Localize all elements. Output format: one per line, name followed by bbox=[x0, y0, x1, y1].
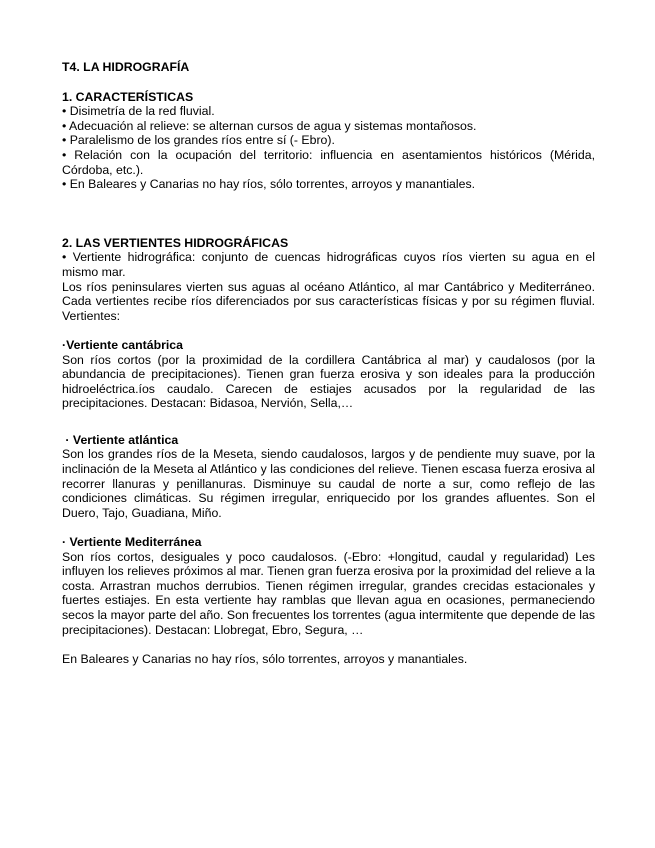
document-page bbox=[62, 60, 595, 666]
section-1-bullet-1: • Disimetría de la red fluvial. bbox=[62, 104, 215, 119]
section-2-heading: 2. LAS VERTIENTES HIDROGRÁFICAS bbox=[62, 235, 289, 250]
section-2-paragraph: Los ríos peninsulares vierten sus aguas al océano Atlántico, al mar Cantábrico y Mediterráneo. Cada vertientes recibe ríos diferenciados por sus características físicas y por su régimen fluvial. Vertientes: bbox=[62, 279, 595, 323]
spacer bbox=[62, 411, 595, 433]
cantabrica-heading: ·Vertiente cantábrica bbox=[62, 337, 183, 352]
atlantica-text: Son los grandes ríos de la Meseta, siendo caudalosos, largos y de pendiente muy suave, por la inclinación de la Meseta al Atlántico y las condiciones del relieve. Tienen escasa fuerza erosiva al recorrer llanuras y penillanuras. Disminuye su caudal de norte a sur, como reflejo de las condiciones climáticas. Su régimen irregular, enriquecido por los grandes afluentes. Son el Duero, Tajo, Guadiana, Miño. bbox=[62, 447, 595, 520]
section-1-bullet-4: • Relación con la ocupación del territorio: influencia en asentamientos históricos (Mérida, Córdoba, etc.). bbox=[62, 147, 595, 177]
section-1-heading: 1. CARACTERÍSTICAS bbox=[62, 89, 194, 104]
closing-text: En Baleares y Canarias no hay ríos, sólo torrentes, arroyos y manantiales. bbox=[62, 651, 468, 666]
document-title: T4. LA HIDROGRAFÍA bbox=[62, 60, 190, 74]
spacer bbox=[62, 323, 595, 338]
section-1-bullet-3: • Paralelismo de los grandes ríos entre sí (- Ebro). bbox=[62, 133, 335, 148]
mediterranea-text: Son ríos cortos, desiguales y poco caudalosos. (-Ebro: +longitud, caudal y regularidad) Les influyen los relieves próximos al mar. Tienen gran fuerza erosiva por la proximidad del relieve a la costa. Arrastran muchos derrubios. Tienen régimen irregular, grandes crecidas estacionales y fuertes estiajes. En esta vertiente hay ramblas que llevan agua en ocasiones, permaneciendo secos la mayor parte del año. Son frecuentes los torrentes (agua intermitente que depende de las precipitaciones). Destacan: Llobregat, Ebro, Segura, … bbox=[62, 549, 595, 637]
spacer bbox=[62, 192, 595, 236]
cantabrica-text: Son ríos cortos (por la proximidad de la cordillera Cantábrica al mar) y caudalosos (por la abundancia de precipitaciones). Tienen gran fuerza erosiva y son ideales para la producción hidroeléctrica.íos caudalo. Carecen de estiajes acusados por la regularidad de las precipitaciones. Destacan: Bidasoa, Nervión, Sella,… bbox=[62, 352, 595, 411]
spacer bbox=[62, 637, 595, 652]
mediterranea-heading: · Vertiente Mediterránea bbox=[62, 535, 202, 550]
section-2-intro: • Vertiente hidrográfica: conjunto de cuencas hidrográficas cuyos ríos vierten su agua en el mismo mar. bbox=[62, 250, 595, 279]
atlantica-heading: · Vertiente atlántica bbox=[62, 432, 179, 447]
spacer bbox=[62, 520, 595, 535]
section-1-bullet-2: • Adecuación al relieve: se alternan cursos de agua y sistemas montañosos. bbox=[62, 118, 477, 133]
section-1-bullet-5: • En Baleares y Canarias no hay ríos, sólo torrentes, arroyos y manantiales. bbox=[62, 177, 476, 192]
